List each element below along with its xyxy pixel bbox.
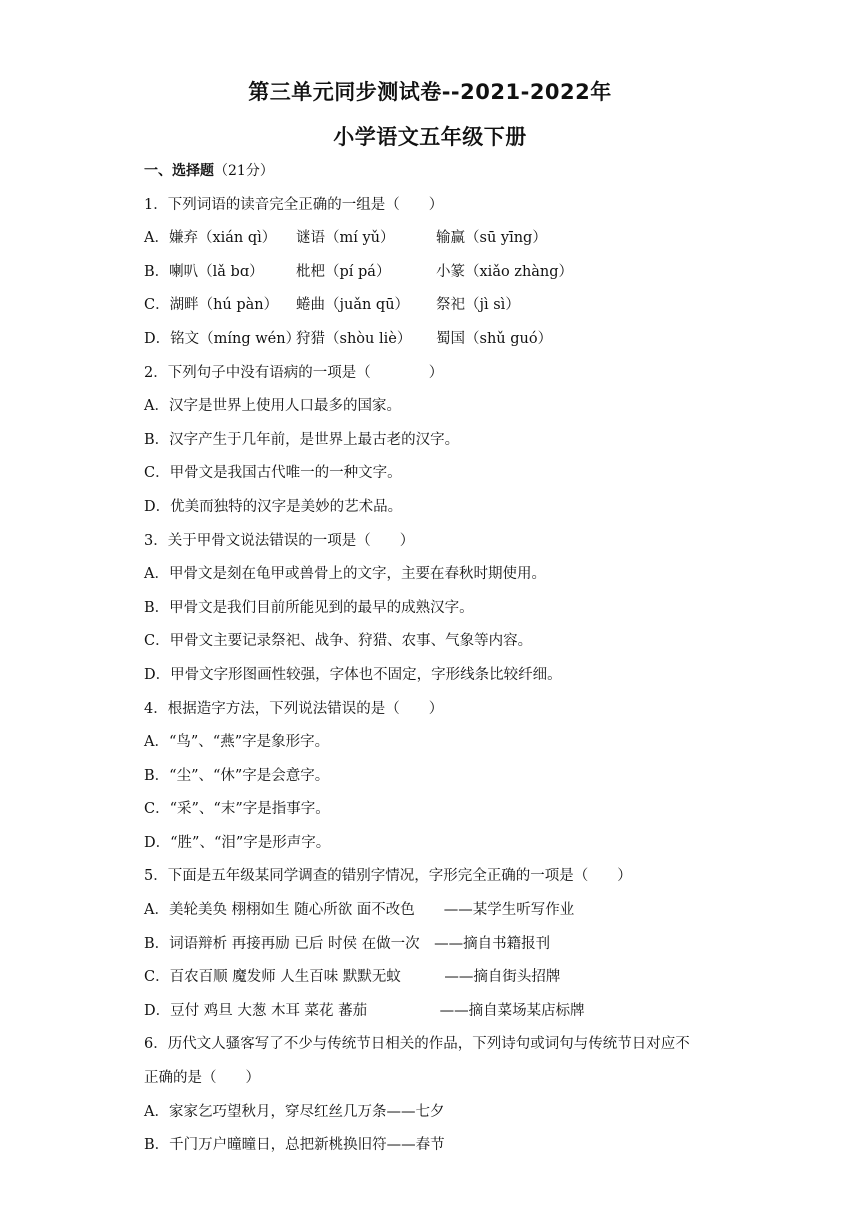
answer-option	[144, 256, 724, 290]
option-item: 狩猎（shòu liè）	[296, 330, 412, 347]
question-stem: 6．历代文人骚客写了不少与传统节日相关的作品，下列诗句或词句与传统节日对应不	[144, 1036, 690, 1053]
answer-option	[144, 323, 724, 357]
section-label: 一、选择题	[144, 163, 214, 179]
answer-option: D．豆付 鸡旦 大葱 木耳 菜花 蕃茄 ——摘自菜场某店标牌	[144, 1002, 585, 1019]
option-item: 谜语（mí yǔ）	[296, 230, 395, 247]
option-item: D．铭文（míng wén）	[144, 330, 301, 347]
section-points: （21分）	[214, 163, 274, 179]
answer-option: B．千门万户曈曈日，总把新桃换旧符——春节	[144, 1137, 445, 1154]
answer-option: A．家家乞巧望秋月，穿尽红丝几万条——七夕	[144, 1103, 445, 1120]
answer-option: B．“尘”、“休”字是会意字。	[144, 767, 330, 784]
question-stem: 1．下列词语的读音完全正确的一组是（ ）	[144, 196, 444, 213]
option-item: 蜷曲（juǎn qū）	[296, 297, 410, 314]
option-item: 输赢（sū yīng）	[436, 230, 547, 247]
option-item: 枇杷（pí pá）	[296, 263, 391, 280]
answer-option: B．汉字产生于几年前，是世界上最古老的汉字。	[144, 431, 460, 448]
document-subtitle: 小学语文五年级下册	[333, 125, 527, 149]
option-item: 小篆（xiǎo zhàng）	[436, 263, 574, 280]
answer-option: A．美轮美奂 栩栩如生 随心所欲 面不改色 ——某学生听写作业	[144, 902, 575, 919]
question-stem: 3．关于甲骨文说法错误的一项是（ ）	[144, 532, 415, 549]
answer-option	[144, 289, 724, 323]
question-stem: 2．下列句子中没有语病的一项是（ ）	[144, 364, 444, 381]
answer-option	[144, 222, 724, 256]
answer-option: C．甲骨文主要记录祭祀、战争、狩猎、农事、气象等内容。	[144, 633, 533, 650]
answer-option: A．甲骨文是刻在龟甲或兽骨上的文字，主要在春秋时期使用。	[144, 566, 546, 583]
section-heading	[144, 155, 724, 189]
answer-option: A．“鸟”、“燕”字是象形字。	[144, 734, 330, 751]
option-item: 祭祀（jì sì）	[436, 297, 520, 314]
answer-option: C．百农百顺 魔发师 人生百味 默默无蚊 ——摘自街头招牌	[144, 969, 561, 986]
option-item: A．嫌弃（xián qì）	[144, 230, 277, 247]
answer-option: B．甲骨文是我们目前所能见到的最早的成熟汉字。	[144, 599, 474, 616]
answer-option: C．甲骨文是我国古代唯一的一种文字。	[144, 465, 402, 482]
question-stem: 4．根据造字方法，下列说法错误的是（ ）	[144, 700, 444, 717]
option-item: C．湖畔（hú pàn）	[144, 297, 279, 314]
answer-option: D．优美而独特的汉字是美妙的艺术品。	[144, 498, 403, 515]
question-stem: 5．下面是五年级某同学调查的错别字情况，字形完全正确的一项是（ ）	[144, 868, 632, 885]
answer-option: D．“胜”、“泪”字是形声字。	[144, 834, 331, 851]
answer-option: D．甲骨文字形图画性较强，字体也不固定，字形线条比较纤细。	[144, 666, 562, 683]
option-item: 蜀国（shǔ guó）	[436, 330, 553, 347]
document-title: 第三单元同步测试卷--2021-2022年	[248, 80, 612, 104]
document-body	[144, 155, 724, 1163]
answer-option: C．“采”、“末”字是指事字。	[144, 801, 330, 818]
question-stem-continued: 正确的是（ ）	[144, 1070, 260, 1087]
option-item: B．喇叭（lǎ bɑ）	[144, 263, 264, 280]
answer-option: B．词语辩析 再接再励 已后 时侯 在做一次 ——摘自书籍报刊	[144, 935, 551, 952]
answer-option: A．汉字是世界上使用人口最多的国家。	[144, 398, 401, 415]
